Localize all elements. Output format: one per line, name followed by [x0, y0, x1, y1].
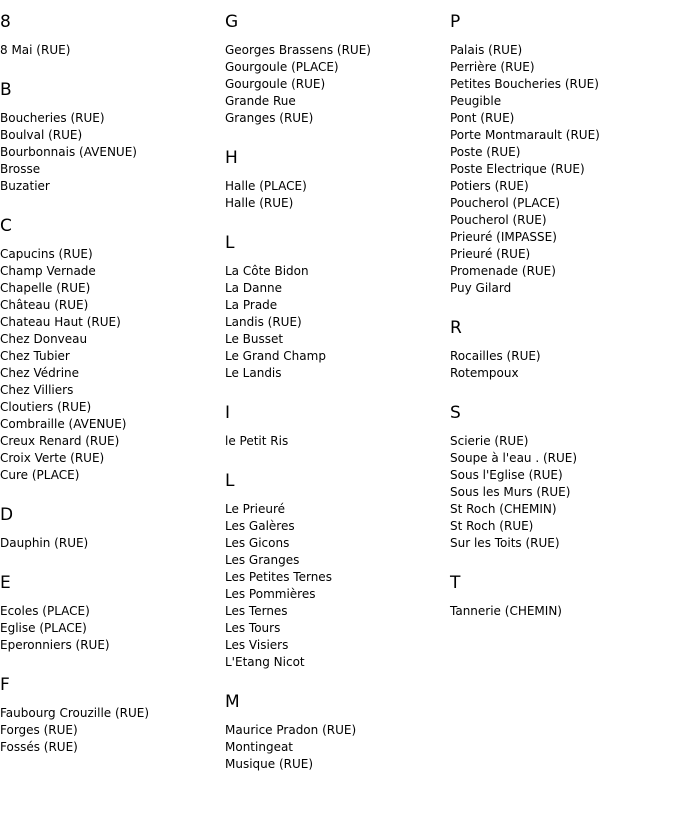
street-name: L'Etang Nicot [225, 655, 305, 669]
street-name: Sous l'Eglise (RUE) [450, 468, 563, 482]
street-list [0, 246, 220, 484]
street-name: Grande Rue [225, 94, 296, 108]
letter-section [0, 675, 220, 756]
street-list [0, 110, 220, 195]
street-name: Petites Boucheries (RUE) [450, 77, 599, 91]
street-name: Buzatier [0, 179, 50, 193]
letter-section [450, 573, 670, 620]
street-name: Promenade (RUE) [450, 264, 556, 278]
street-name: Brosse [0, 162, 41, 176]
street-name: Chez Villiers [0, 383, 74, 397]
street-name: Halle (RUE) [225, 196, 294, 210]
street-name: le Petit Ris [225, 434, 289, 448]
street-name: Le Grand Champ [225, 349, 326, 363]
street-name: Poste (RUE) [450, 145, 521, 159]
section-letter-heading: L [225, 471, 235, 491]
street-name: St Roch (CHEMIN) [450, 502, 557, 516]
section-letter-heading: 8 [0, 12, 11, 32]
section-letter-heading: C [0, 216, 12, 236]
section-letter-heading: E [0, 573, 11, 593]
street-list [225, 263, 445, 382]
street-name: Poucherol (RUE) [450, 213, 547, 227]
section-letter-heading: D [0, 505, 14, 525]
street-index-column-1 [0, 12, 220, 777]
street-name: Poste Electrique (RUE) [450, 162, 585, 176]
section-letter-heading: B [0, 80, 12, 100]
street-name: Gourgoule (RUE) [225, 77, 326, 91]
street-name: Boucheries (RUE) [0, 111, 105, 125]
street-name: Soupe à l'eau . (RUE) [450, 451, 578, 465]
street-name: Georges Brassens (RUE) [225, 43, 371, 57]
street-name: Eglise (PLACE) [0, 621, 87, 635]
letter-section [225, 233, 445, 382]
street-name: Fossés (RUE) [0, 740, 78, 754]
street-name: Chez Donveau [0, 332, 88, 346]
street-name: Capucins (RUE) [0, 247, 93, 261]
letter-section [0, 216, 220, 484]
street-list [225, 501, 445, 671]
section-letter-heading: P [450, 12, 461, 32]
section-letter-heading: F [0, 675, 10, 695]
street-list [450, 348, 670, 382]
street-name: Les Tours [225, 621, 281, 635]
street-index-column-3 [450, 12, 670, 641]
letter-section [225, 148, 445, 212]
street-name: Prieuré (IMPASSE) [450, 230, 557, 244]
street-name: Porte Montmarault (RUE) [450, 128, 600, 142]
street-name: Le Busset [225, 332, 284, 346]
street-name: Le Landis [225, 366, 282, 380]
street-name: Le Prieuré [225, 502, 286, 516]
street-name: Rocailles (RUE) [450, 349, 541, 363]
street-name: Les Galères [225, 519, 295, 533]
section-letter-heading: R [450, 318, 462, 338]
street-name: Peugible [450, 94, 502, 108]
street-name: Chez Védrine [0, 366, 80, 380]
street-list [450, 433, 670, 552]
street-name: Forges (RUE) [0, 723, 78, 737]
street-name: Gourgoule (PLACE) [225, 60, 339, 74]
street-name: Les Ternes [225, 604, 288, 618]
street-list [0, 705, 220, 756]
street-name: Granges (RUE) [225, 111, 314, 125]
street-name: Château (RUE) [0, 298, 89, 312]
street-list [450, 42, 670, 297]
section-letter-heading: G [225, 12, 239, 32]
street-list [0, 535, 220, 552]
street-name: Les Gicons [225, 536, 290, 550]
street-name: Palais (RUE) [450, 43, 523, 57]
street-name: Rotempoux [450, 366, 519, 380]
street-name: Faubourg Crouzille (RUE) [0, 706, 150, 720]
street-name: St Roch (RUE) [450, 519, 534, 533]
street-name: Eperonniers (RUE) [0, 638, 110, 652]
street-name: Chateau Haut (RUE) [0, 315, 121, 329]
street-name: Chez Tubier [0, 349, 70, 363]
street-name: Poucherol (PLACE) [450, 196, 561, 210]
letter-section [0, 505, 220, 552]
street-name: 8 Mai (RUE) [0, 43, 71, 57]
street-name: Scierie (RUE) [450, 434, 529, 448]
street-name: Perrière (RUE) [450, 60, 535, 74]
street-list [225, 722, 445, 773]
letter-section [450, 403, 670, 552]
street-name: Pont (RUE) [450, 111, 515, 125]
street-name: Ecoles (PLACE) [0, 604, 90, 618]
street-name: Maurice Pradon (RUE) [225, 723, 357, 737]
street-name: Chapelle (RUE) [0, 281, 91, 295]
street-name: Cloutiers (RUE) [0, 400, 92, 414]
street-list [225, 42, 445, 127]
street-name: Sur les Toits (RUE) [450, 536, 560, 550]
section-letter-heading: I [225, 403, 231, 423]
street-name: Prieuré (RUE) [450, 247, 531, 261]
letter-section [0, 80, 220, 195]
street-name: La Prade [225, 298, 278, 312]
letter-section [0, 12, 220, 59]
street-name: Les Petites Ternes [225, 570, 332, 584]
street-name: Musique (RUE) [225, 757, 314, 771]
street-name: Landis (RUE) [225, 315, 302, 329]
street-list [450, 603, 670, 620]
street-name: Les Granges [225, 553, 300, 567]
street-list [225, 178, 445, 212]
street-name: La Côte Bidon [225, 264, 309, 278]
street-name: Creux Renard (RUE) [0, 434, 120, 448]
street-name: Montingeat [225, 740, 294, 754]
section-letter-heading: H [225, 148, 238, 168]
letter-section [450, 12, 670, 297]
street-name: Les Pommières [225, 587, 316, 601]
street-name: Sous les Murs (RUE) [450, 485, 571, 499]
street-name: Combraille (AVENUE) [0, 417, 127, 431]
street-name: Croix Verte (RUE) [0, 451, 105, 465]
street-name: Boulval (RUE) [0, 128, 83, 142]
street-list [0, 42, 220, 59]
street-name: Tannerie (CHEMIN) [450, 604, 562, 618]
street-name: Bourbonnais (AVENUE) [0, 145, 137, 159]
street-name: Cure (PLACE) [0, 468, 80, 482]
street-name: Puy Gilard [450, 281, 512, 295]
letter-section [225, 12, 445, 127]
letter-section [225, 692, 445, 773]
section-letter-heading: M [225, 692, 240, 712]
street-name: Dauphin (RUE) [0, 536, 89, 550]
letter-section [225, 403, 445, 450]
letter-section [225, 471, 445, 671]
section-letter-heading: T [450, 573, 461, 593]
street-name: Potiers (RUE) [450, 179, 529, 193]
street-list [0, 603, 220, 654]
street-index-column-2 [225, 12, 445, 794]
section-letter-heading: S [450, 403, 461, 423]
letter-section [450, 318, 670, 382]
section-letter-heading: L [225, 233, 235, 253]
street-name: Les Visiers [225, 638, 289, 652]
street-name: La Danne [225, 281, 283, 295]
street-name: Halle (PLACE) [225, 179, 307, 193]
street-name: Champ Vernade [0, 264, 96, 278]
street-list [225, 433, 445, 450]
letter-section [0, 573, 220, 654]
